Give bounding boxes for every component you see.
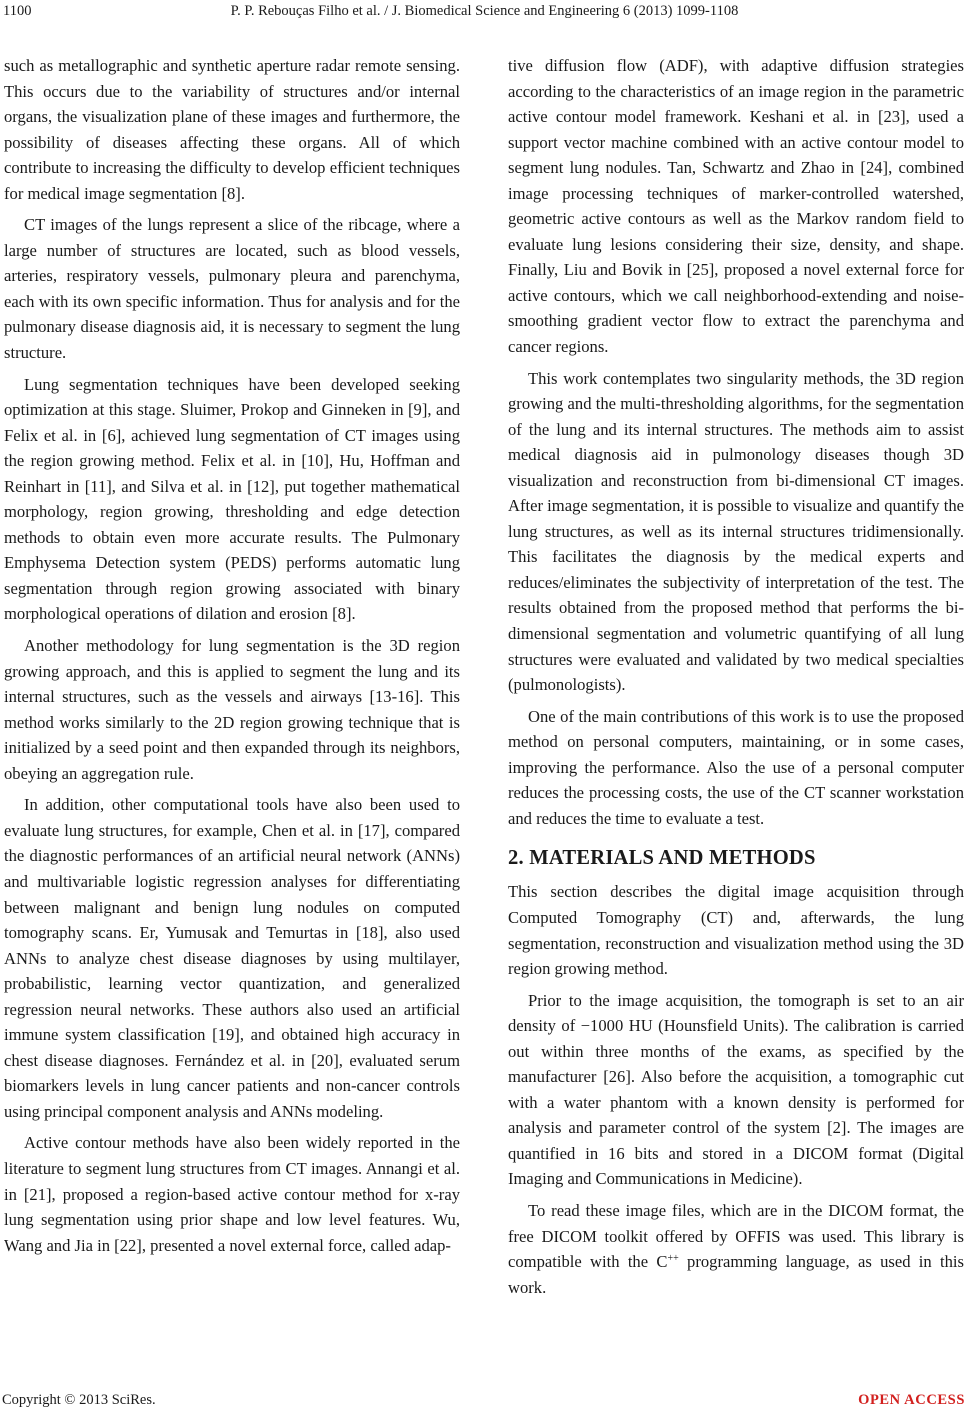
page-footer	[0, 1391, 969, 1411]
paragraph-text: To read these image files, which are in the DICOM format, the free DICOM toolkit offered by OFFIS was used. This library is compatible with the C	[508, 1200, 964, 1272]
paragraph: tive diffusion flow (ADF), with adaptive diffusion strategies according to the characteristics of an image region in the parametric active contour model framework. Keshani et al. in [23], used a support vector machine combined with an active contour model to segment lung nodules. Tan, Schwartz and Zhao in [24], combined image processing techniques of marker-controlled watershed, geometric active contours as well as the Markov random field to evaluate lung lesions considering their size, density, and shape. Finally, Liu and Bovik in [25], proposed a novel external force for active contours, which we call neighborhood-extending and noise-smoothing gradient vector flow to extract the parenchyma and cancer regions.	[508, 56, 964, 357]
page-header	[0, 2, 969, 26]
left-column	[4, 53, 460, 1264]
paragraph: Lung segmentation techniques have been developed seeking optimization at this stage. Sluimer, Prokop and Ginneken in [9], and Felix et al. in [6], achieved lung segmentation of CT images using the region growing method. Felix et al. in [10], Hu, Hoffman and Reinhart in [11], and Silva et al. in [12], put together mathematical morphology, region growing, thresholding and edge detection methods to obtain even more accurate results. The Pulmonary Emphysema Detection system (PEDS) performs automatic lung segmentation through region growing associated with binary morphological operations of dilation and erosion [8].	[4, 374, 460, 624]
page-number: 1100	[3, 3, 32, 19]
paragraph: CT images of the lungs represent a slice of the ribcage, where a large number of structures are located, such as blood vessels, arteries, respiratory vessels, pulmonary pleura and parenchyma, each with its own specific information. Thus for analysis and for the pulmonary disease diagnosis aid, it is necessary to segment the lung structure.	[4, 215, 460, 363]
section-heading: 2. MATERIALS AND METHODS	[508, 847, 816, 870]
running-title: P. P. Rebouças Filho et al. / J. Biomedical Science and Engineering 6 (2013) 1099-1108	[230, 3, 739, 19]
superscript: ++	[667, 1253, 679, 1265]
paragraph: This work contemplates two singularity methods, the 3D region growing and the multi-thresholding algorithms, for the segmentation of the lung and its internal structures. The methods aim to assist medical diagnosis aid in pulmonology diseases though 3D visualization and reconstruction from bi-dimensional CT images. After image segmentation, it is possible to visualize and quantify the lung structures, as well as its internal structures tridimensionally. This facilitates the diagnosis by the medical experts and reduces/eliminates the subjectivity of interpretation of the test. The results obtained from the proposed method that performs the bi-dimensional segmentation and volumetric quantifying of all lung structures were evaluated and validated by two medical specialties (pulmonologists).	[508, 368, 964, 695]
paragraph: Prior to the image acquisition, the tomograph is set to an air density of −1000 HU (Hounsfield Units). The calibration is carried out within three months of the exams, as specified by the manufacturer [26]. Also before the acquisition, a tomographic cut with a water phantom with a known density is performed for analysis and parameter control of the system [2]. The images are quantified in 16 bits and stored in a DICOM format (Digital Imaging and Communications in Medicine).	[508, 990, 964, 1189]
paragraph: One of the main contributions of this work is to use the proposed method on personal computers, maintaining, or in some cases, improving the performance. Also the use of a personal computer reduces the processing costs, the use of the CT scanner workstation and reduces the time to evaluate a test.	[508, 706, 964, 828]
right-column	[508, 53, 964, 1306]
paragraph: This section describes the digital image acquisition through Computed Tomography (CT) and, afterwards, the lung segmentation, reconstruction and visualization method using the 3D region growing method.	[508, 882, 964, 979]
paragraph	[508, 1198, 964, 1300]
open-access-label: OPEN ACCESS	[858, 1392, 965, 1408]
copyright-notice: Copyright © 2013 SciRes.	[2, 1392, 156, 1408]
paragraph-text: programming language, as used in this work.	[508, 1252, 964, 1297]
paragraph: Active contour methods have also been widely reported in the literature to segment lung structures from CT images. Annangi et al. in [21], proposed a region-based active contour method for x-ray lung segmentation using prior shape and low level features. Wu, Wang and Jia in [22], presented a novel external force, called adap-	[4, 1133, 460, 1255]
paragraph: In addition, other computational tools have also been used to evaluate lung structures, for example, Chen et al. in [17], compared the diagnostic performances of an artificial neural network (ANNs) and multivariable logistic regression analyses for differentiating between malignant and benign lung nodules on computed tomography scans. Er, Yumusak and Temurtas in [18], also used ANNs to analyze chest disease diagnoses by using multilayer, probabilistic, learning vector quantization, and generalized regression neural networks. These authors also used an artificial immune system classification [19], and obtained high accuracy in chest disease diagnoses. Fernández et al. in [20], evaluated serum biomarkers levels in lung cancer patients and non-cancer controls using principal component analysis and ANNs modeling.	[4, 795, 460, 1121]
paragraph: Another methodology for lung segmentation is the 3D region growing approach, and this is applied to segment the lung and its internal structures, such as the vessels and airways [13-16]. This method works similarly to the 2D region growing technique that is initialized by a seed point and then expanded through its neighbors, obeying an aggregation rule.	[4, 636, 460, 783]
paragraph: such as metallographic and synthetic aperture radar remote sensing. This occurs due to the variability of structures and/or internal organs, the visualization plane of these images and furthermore, the possibility of diseases affecting these organs. All of which contribute to increasing the difficulty to develop efficient techniques for medical image segmentation [8].	[4, 56, 460, 203]
